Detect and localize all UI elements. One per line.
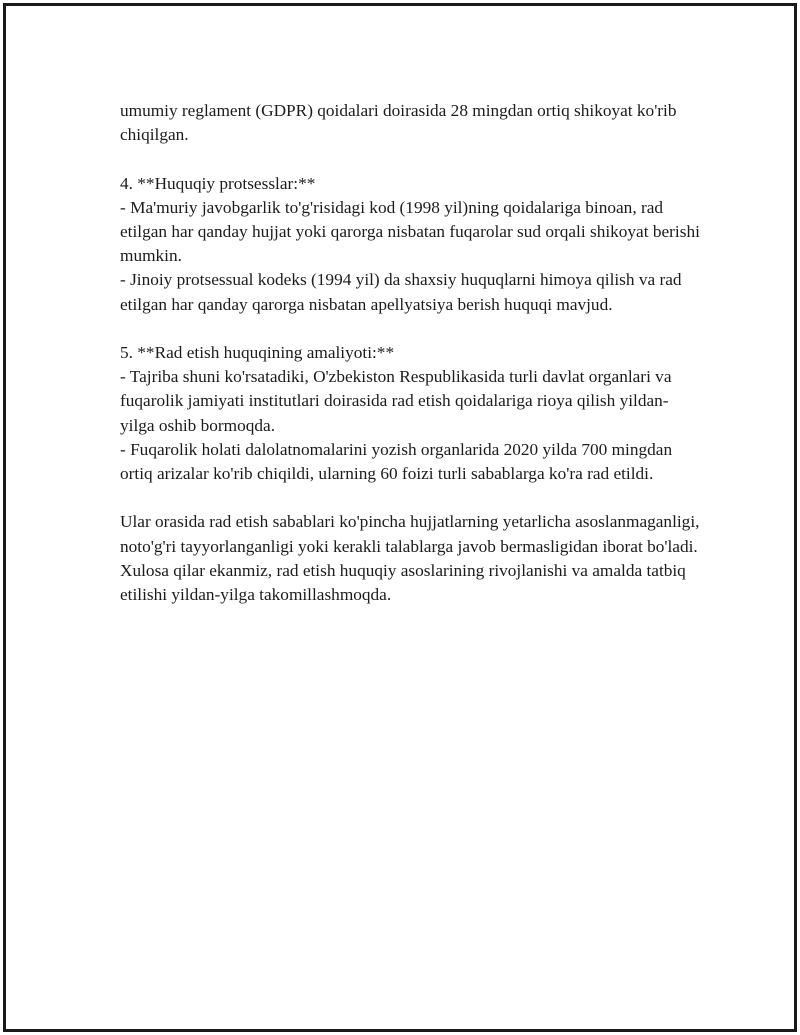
- paragraph-gap: [120, 317, 700, 341]
- section-5-item-1: - Tajriba shuni ko'rsatadiki, O'zbekiston Respublikasida turli davlat organlari va fuqarolik jamiyati institutlari doirasida rad etish qoidalariga rioya qilish yildan-yilga oshib bormoqda.: [120, 367, 672, 435]
- intro-paragraph: umumiy reglament (GDPR) qoidalari doirasida 28 mingdan ortiq shikoyat ko'rib chiqilgan.: [120, 101, 677, 145]
- conclusion-paragraph: Ular orasida rad etish sabablari ko'pincha hujjatlarning yetarlicha asoslanmaganligi, noto'g'ri tayyorlanganligi yoki kerakli talablarga javob bermasligidan iborat bo'ladi. Xulosa qilar ekanmiz, rad etish huquqiy asoslarining rivojlanishi va amalda tatbiq etilishi yildan-yilga takomillashmoqda.: [120, 512, 700, 605]
- page-frame: [3, 3, 797, 1032]
- section-5-item-2: - Fuqarolik holati dalolatnomalarini yozish organlarida 2020 yilda 700 mingdan ortiq arizalar ko'rib chiqildi, ularning 60 foizi turli sabablarga ko'ra rad etildi.: [120, 439, 673, 484]
- section-4-item-1: - Ma'muriy javobgarlik to'g'risidagi kod (1998 yil)ning qoidalariga binoan, rad etilgan har qanday hujjat yoki qarorga nisbatan fuqarolar sud orqali shikoyat berishi mumkin.: [120, 197, 700, 266]
- document-body: [120, 99, 700, 607]
- paragraph-gap: [120, 147, 700, 171]
- section-4-item-2: - Jinoiy protsessual kodeks (1994 yil) da shaxsiy huquqlarni himoya qilish va rad etilgan har qanday qarorga nisbatan apellyatsiya berish huquqi mavjud.: [120, 270, 682, 314]
- paragraph-gap: [120, 486, 700, 510]
- section-4-heading: 4. **Huquqiy protsesslar:**: [120, 173, 316, 193]
- section-5-heading: 5. **Rad etish huquqining amaliyoti:**: [120, 343, 395, 362]
